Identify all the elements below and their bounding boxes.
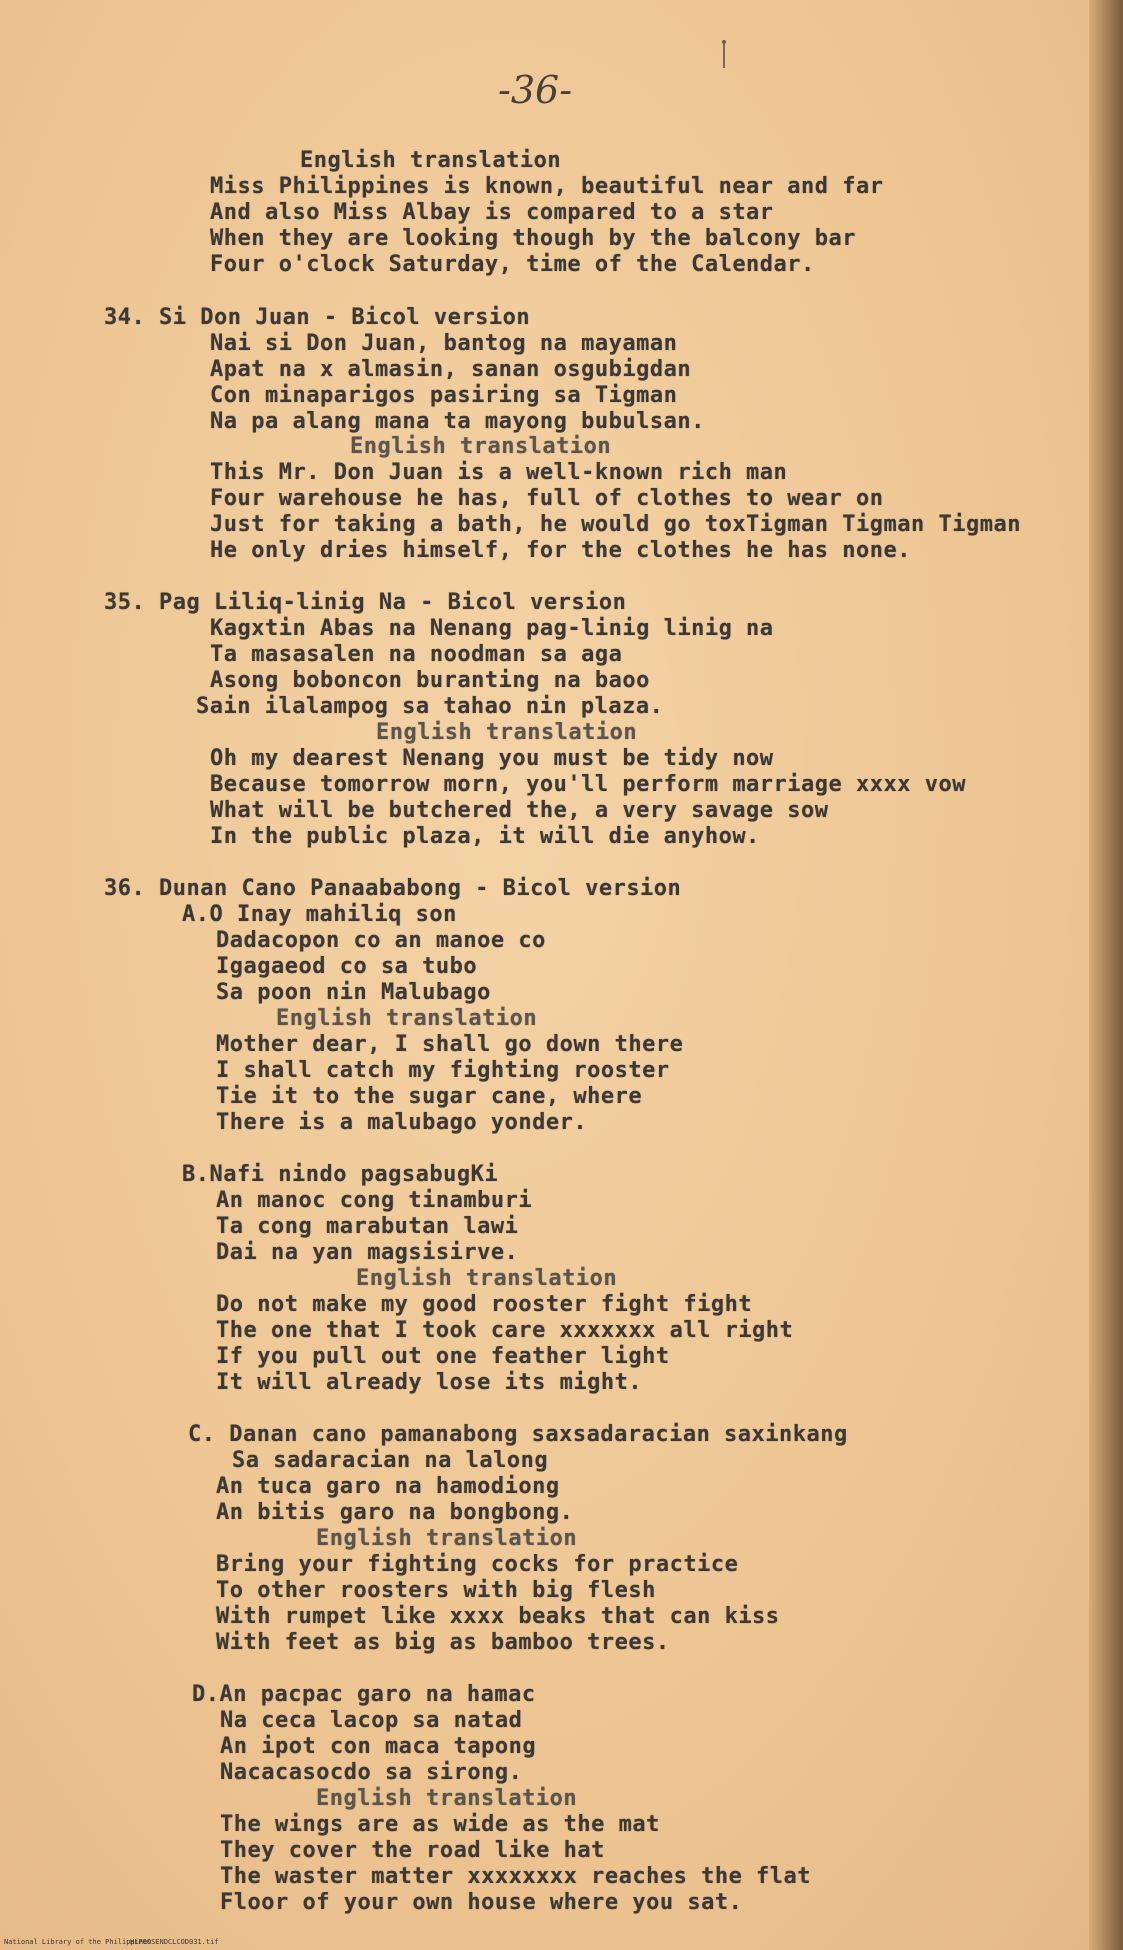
text-line: Sa poon nin Malubago (216, 980, 491, 1005)
text-line: With rumpet like xxxx beaks that can kiss (216, 1604, 780, 1629)
text-line: To other roosters with big flesh (216, 1578, 656, 1603)
text-line: Dai na yan magsisirve. (216, 1240, 519, 1265)
section-title: 34. Si Don Juan - Bicol version (104, 305, 531, 330)
page-number: -36- (498, 68, 573, 112)
text-line: Igagaeod co sa tubo (216, 954, 478, 979)
text-line: Sain ilalampog sa tahao nin plaza. (196, 694, 664, 719)
translation-heading: English translation (316, 1526, 578, 1551)
text-line: Na ceca lacop sa natad (220, 1708, 523, 1733)
text-line: Do not make my good rooster fight fight (216, 1292, 753, 1317)
text-line: Bring your fighting cocks for practice (216, 1552, 739, 1577)
text-line: An manoc cong tinamburi (216, 1188, 533, 1213)
text-line: Nacacasocdo sa sirong. (220, 1760, 523, 1785)
footer-file-id: HLPOOSENDCLCOD031.tif (130, 1938, 219, 1946)
text-line: Four warehouse he has, full of clothes to wear on (210, 486, 884, 511)
text-line: Because tomorrow morn, you'll perform marriage xxxx vow (210, 772, 966, 797)
text-line: An tuca garo na hamodiong (216, 1474, 560, 1499)
text-line: Just for taking a bath, he would go toxTigman Tigman Tigman (210, 512, 1021, 537)
translation-heading: English translation (276, 1006, 538, 1031)
text-line: Asong boboncon buranting na baoo (210, 668, 650, 693)
text-line: He only dries himself, for the clothes he has none. (210, 538, 912, 563)
text-line: Kagxtin Abas na Nenang pag-linig linig na (210, 616, 774, 641)
text-line: Ta masasalen na noodman sa aga (210, 642, 623, 667)
text-line: Miss Philippines is known, beautiful near and far (210, 174, 884, 199)
text-line: There is a malubago yonder. (216, 1110, 588, 1135)
text-line: Sa sadaracian na lalong (232, 1448, 549, 1473)
translation-heading: English translation (316, 1786, 578, 1811)
section-title: 35. Pag Liliq-linig Na - Bicol version (104, 590, 627, 615)
text-line: Four o'clock Saturday, time of the Calendar. (210, 252, 815, 277)
text-line: B.Nafi nindo pagsabugKi (182, 1162, 499, 1187)
text-line: Con minaparigos pasiring sa Tigman (210, 383, 678, 408)
translation-heading: English translation (356, 1266, 618, 1291)
text-line: Apat na x almasin, sanan osgubigdan (210, 357, 692, 382)
text-line: An ipot con maca tapong (220, 1734, 537, 1759)
footer-source: National Library of the Philippines (4, 1938, 152, 1946)
text-line: The waster matter xxxxxxxx reaches the flat (220, 1864, 812, 1889)
text-line: Dadacopon co an manoe co (216, 928, 546, 953)
translation-heading: English translation (350, 434, 612, 459)
text-line: They cover the road like hat (220, 1838, 605, 1863)
text-line: With feet as big as bamboo trees. (216, 1630, 670, 1655)
translation-heading: English translation (300, 148, 562, 173)
text-line: This Mr. Don Juan is a well-known rich man (210, 460, 788, 485)
text-line: What will be butchered the, a very savage sow (210, 798, 829, 823)
text-line: The wings are as wide as the mat (220, 1812, 660, 1837)
translation-heading: English translation (376, 720, 638, 745)
text-line: In the public plaza, it will die anyhow. (210, 824, 760, 849)
text-line: Floor of your own house where you sat. (220, 1890, 743, 1915)
page-edge (1089, 0, 1123, 1950)
text-line: Mother dear, I shall go down there (216, 1032, 684, 1057)
text-line: Nai si Don Juan, bantog na mayaman (210, 331, 678, 356)
text-line: An bitis garo na bongbong. (216, 1500, 574, 1525)
text-line: Oh my dearest Nenang you must be tidy now (210, 746, 774, 771)
text-line: D.An pacpac garo na hamac (192, 1682, 536, 1707)
text-line: I shall catch my fighting rooster (216, 1058, 670, 1083)
text-line: If you pull out one feather light (216, 1344, 670, 1369)
text-line: Tie it to the sugar cane, where (216, 1084, 643, 1109)
text-line: Na pa alang mana ta mayong bubulsan. (210, 409, 705, 434)
text-line: And also Miss Albay is compared to a star (210, 200, 774, 225)
staple-pin-icon (722, 40, 726, 70)
text-line: The one that I took care xxxxxxx all right (216, 1318, 794, 1343)
text-line: C. Danan cano pamanabong saxsadaracian saxinkang (188, 1422, 848, 1447)
text-line: A.O Inay mahiliq son (182, 902, 457, 927)
text-line: Ta cong marabutan lawi (216, 1214, 519, 1239)
section-title: 36. Dunan Cano Panaababong - Bicol version (104, 876, 682, 901)
text-line: It will already lose its might. (216, 1370, 643, 1395)
text-line: When they are looking though by the balcony bar (210, 226, 857, 251)
